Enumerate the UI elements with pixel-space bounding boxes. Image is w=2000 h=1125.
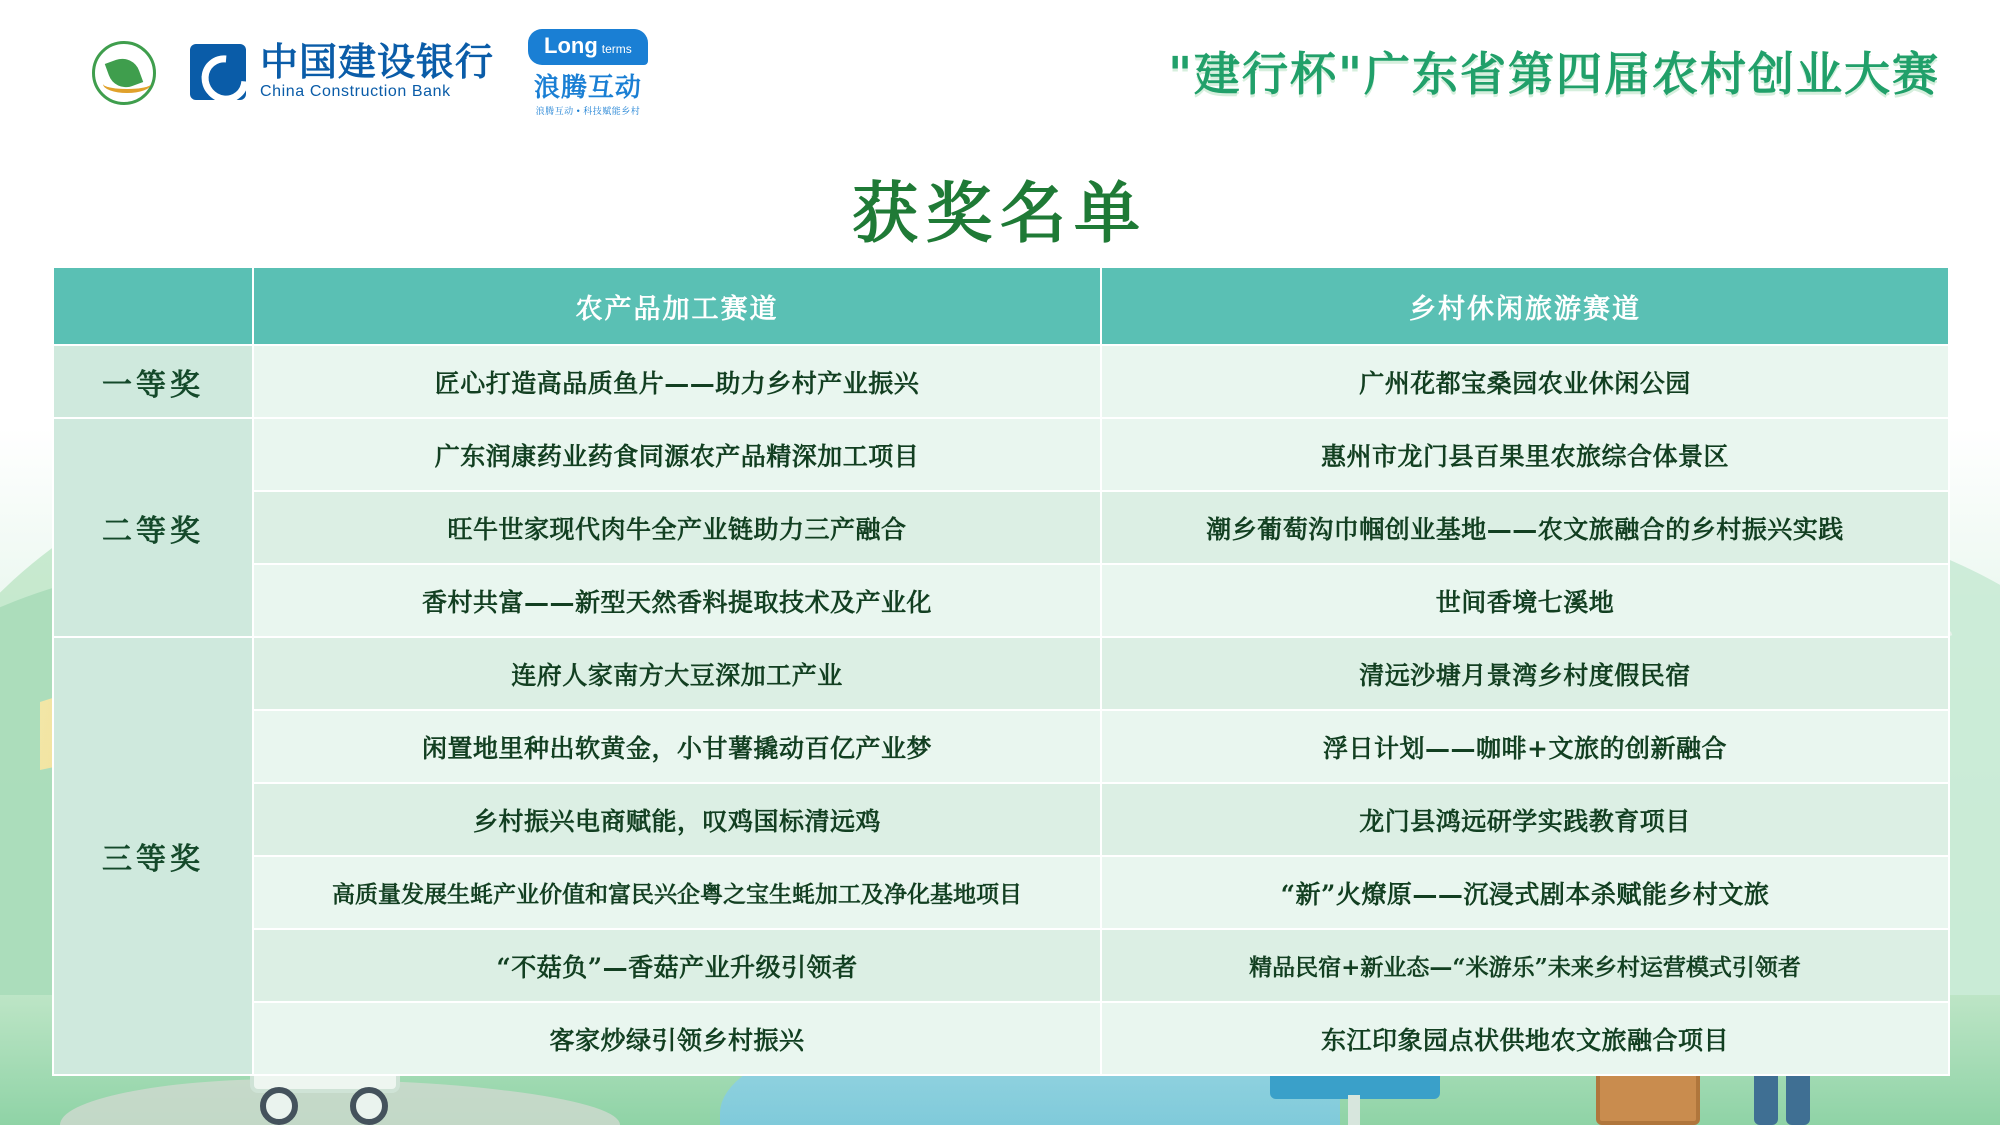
award-item: 潮乡葡萄沟巾帼创业基地——农文旅融合的乡村振兴实践 [1101, 491, 1949, 564]
award-item: 惠州市龙门县百果里农旅综合体景区 [1101, 418, 1949, 491]
award-item: 乡村振兴电商赋能，叹鸡国标清远鸡 [253, 783, 1101, 856]
ccb-logo [190, 41, 495, 102]
table-row [53, 564, 1949, 637]
table-row [53, 783, 1949, 856]
logo-group [92, 29, 648, 117]
award-item: “新”火燎原——沉浸式剧本杀赋能乡村文旅 [1101, 856, 1949, 929]
award-item: 精品民宿+新业态—“米游乐”未来乡村运营模式引领者 [1101, 929, 1949, 1002]
award-item: 闲置地里种出软黄金，小甘薯撬动百亿产业梦 [253, 710, 1101, 783]
ccb-name-en: China Construction Bank [260, 83, 451, 101]
award-item: 浮日计划——咖啡+文旅的创新融合 [1101, 710, 1949, 783]
event-title: "建行杯"广东省第四届农村创业大赛 [1168, 47, 1940, 101]
wheat-arc-icon [103, 75, 151, 93]
award-item: 龙门县鸿远研学实践教育项目 [1101, 783, 1949, 856]
longterms-brand-top-sub: terms [601, 41, 632, 56]
table-head [53, 267, 1949, 345]
table-row [53, 1002, 1949, 1075]
page-title: 获奖名单 [852, 174, 1148, 252]
award-item: 客家炒绿引领乡村振兴 [253, 1002, 1101, 1075]
award-item: “不菇负”—香菇产业升级引领者 [253, 929, 1101, 1002]
rank-cell-third: 三等奖 [53, 637, 253, 1075]
table-row [53, 637, 1949, 710]
award-item: 香村共富——新型天然香料提取技术及产业化 [253, 564, 1101, 637]
award-item: 连府人家南方大豆深加工产业 [253, 637, 1101, 710]
table-header-track-b: 乡村休闲旅游赛道 [1101, 267, 1949, 345]
table-row [53, 710, 1949, 783]
table-row [53, 418, 1949, 491]
award-item: 匠心打造高品质鱼片——助力乡村产业振兴 [253, 345, 1101, 418]
rank-cell-second: 二等奖 [53, 418, 253, 637]
award-item: 东江印象园点状供地农文旅融合项目 [1101, 1002, 1949, 1075]
header-bar [0, 0, 2000, 145]
longterms-brand-top: Long [544, 32, 598, 58]
table-body [53, 345, 1949, 1075]
award-table-container [52, 266, 1948, 1076]
longterms-logo [528, 29, 648, 117]
agriculture-seal-logo [92, 41, 156, 105]
table-header-rank [53, 267, 253, 345]
table-row [53, 345, 1949, 418]
table-row [53, 491, 1949, 564]
award-item: 广东润康药业药食同源农产品精深加工项目 [253, 418, 1101, 491]
award-item: 世间香境七溪地 [1101, 564, 1949, 637]
table-header-row [53, 267, 1949, 345]
award-item: 清远沙塘月景湾乡村度假民宿 [1101, 637, 1949, 710]
rank-cell-first: 一等奖 [53, 345, 253, 418]
longterms-brand-tag: 浪腾互动 • 科技赋能乡村 [535, 105, 641, 116]
award-table [52, 266, 1950, 1076]
table-row [53, 929, 1949, 1002]
award-item: 广州花都宝桑园农业休闲公园 [1101, 345, 1949, 418]
award-item: 高质量发展生蚝产业价值和富民兴企粤之宝生蚝加工及净化基地项目 [253, 856, 1101, 929]
ccb-mark-icon [190, 44, 246, 100]
table-row [53, 856, 1949, 929]
ccb-name-cn: 中国建设银行 [260, 41, 495, 84]
longterms-brand-cn: 浪腾互动 [533, 71, 642, 102]
table-header-track-a: 农产品加工赛道 [253, 267, 1101, 345]
award-item: 旺牛世家现代肉牛全产业链助力三产融合 [253, 491, 1101, 564]
